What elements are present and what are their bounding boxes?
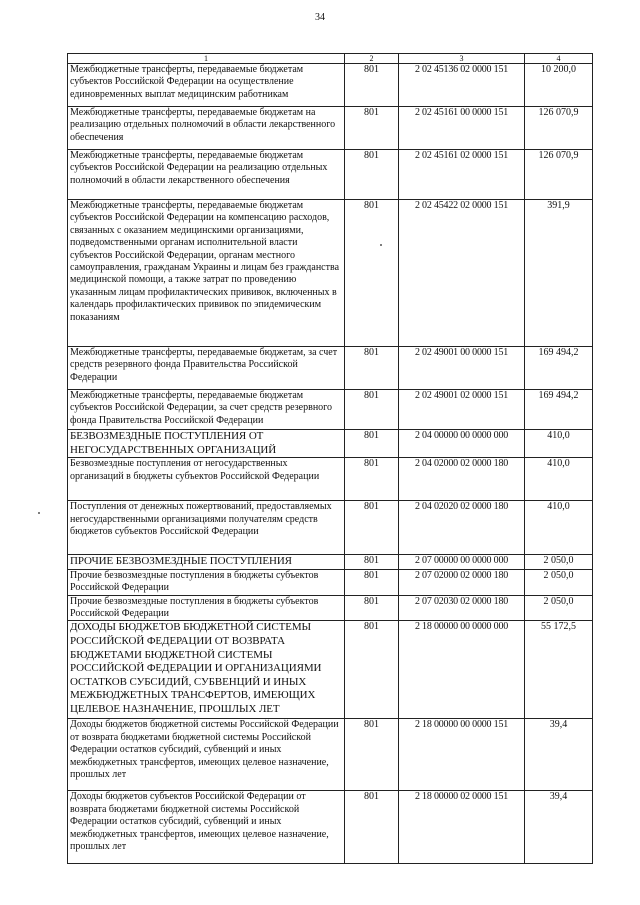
table-row — [68, 390, 593, 430]
table-row — [68, 595, 593, 621]
scan-speck — [38, 512, 40, 514]
row-name: Доходы бюджетов субъектов Российской Федерации от возврата бюджетами бюджетной системы Российской Федерации остатков субсидий, субвенций и иных межбюджетных трансфертов, имеющих целевое назначение, прошлых лет — [68, 791, 345, 864]
row-classification-code: 2 04 00000 00 0000 000 — [399, 430, 525, 458]
row-name: Межбюджетные трансферты, передаваемые бюджетам на реализацию отдельных полномочий в области лекарственного обеспечения — [68, 107, 345, 150]
table-row — [68, 64, 593, 107]
row-admin-code: 801 — [345, 150, 399, 200]
row-admin-code: 801 — [345, 200, 399, 347]
row-amount: 2 050,0 — [525, 555, 593, 570]
row-admin-code: 801 — [345, 347, 399, 390]
header-col-1: 1 — [68, 54, 345, 64]
table-row — [68, 458, 593, 501]
row-classification-code: 2 02 45161 02 0000 151 — [399, 150, 525, 200]
table-row — [68, 347, 593, 390]
row-amount: 410,0 — [525, 458, 593, 501]
row-admin-code: 801 — [345, 390, 399, 430]
row-amount: 39,4 — [525, 719, 593, 791]
row-admin-code: 801 — [345, 501, 399, 555]
row-admin-code: 801 — [345, 107, 399, 150]
row-classification-code: 2 04 02020 02 0000 180 — [399, 501, 525, 555]
table-row — [68, 791, 593, 864]
row-name: Поступления от денежных пожертвований, предоставляемых негосударственными организациями получателям средств бюджетов субъектов Российской Федерации — [68, 501, 345, 555]
row-admin-code: 801 — [345, 64, 399, 107]
row-amount: 391,9 — [525, 200, 593, 347]
row-classification-code: 2 02 45136 02 0000 151 — [399, 64, 525, 107]
table-row — [68, 501, 593, 555]
row-admin-code: 801 — [345, 621, 399, 719]
header-col-3: 3 — [399, 54, 525, 64]
row-amount: 410,0 — [525, 430, 593, 458]
revenue-table — [67, 53, 593, 864]
scan-speck — [380, 244, 382, 246]
row-classification-code: 2 02 49001 02 0000 151 — [399, 390, 525, 430]
row-admin-code: 801 — [345, 791, 399, 864]
row-classification-code: 2 02 45161 00 0000 151 — [399, 107, 525, 150]
row-name: Безвозмездные поступления от негосударственных организаций в бюджеты субъектов Российской Федерации — [68, 458, 345, 501]
row-name: ДОХОДЫ БЮДЖЕТОВ БЮДЖЕТНОЙ СИСТЕМЫ РОССИЙСКОЙ ФЕДЕРАЦИИ ОТ ВОЗВРАТА БЮДЖЕТАМИ БЮДЖЕТНОЙ СИСТЕМЫ РОССИЙСКОЙ ФЕДЕРАЦИИ И ОРГАНИЗАЦИЯМИ ОСТАТКОВ СУБСИДИЙ, СУБВЕНЦИЙ И ИНЫХ МЕЖБЮДЖЕТНЫХ ТРАНСФЕРТОВ, ИМЕЮЩИХ ЦЕЛЕВОЕ НАЗНАЧЕНИЕ, ПРОШЛЫХ ЛЕТ — [68, 621, 345, 719]
table-header-row — [68, 54, 593, 64]
row-amount: 39,4 — [525, 791, 593, 864]
row-admin-code: 801 — [345, 719, 399, 791]
row-name: Межбюджетные трансферты, передаваемые бюджетам субъектов Российской Федерации на реализацию отдельных полномочий в области лекарственного обеспечения — [68, 150, 345, 200]
row-amount: 410,0 — [525, 501, 593, 555]
table-row — [68, 719, 593, 791]
row-classification-code: 2 18 00000 02 0000 151 — [399, 791, 525, 864]
row-classification-code: 2 18 00000 00 0000 151 — [399, 719, 525, 791]
row-classification-code: 2 02 45422 02 0000 151 — [399, 200, 525, 347]
row-amount: 169 494,2 — [525, 390, 593, 430]
row-name: Прочие безвозмездные поступления в бюджеты субъектов Российской Федерации — [68, 569, 345, 595]
row-classification-code: 2 04 02000 02 0000 180 — [399, 458, 525, 501]
row-classification-code: 2 07 02000 02 0000 180 — [399, 569, 525, 595]
row-amount: 126 070,9 — [525, 107, 593, 150]
row-name: ПРОЧИЕ БЕЗВОЗМЕЗДНЫЕ ПОСТУПЛЕНИЯ — [68, 555, 345, 570]
row-name: Доходы бюджетов бюджетной системы Российской Федерации от возврата бюджетами бюджетной системы Российской Федерации остатков субсидий, субвенций и иных межбюджетных трансфертов, имеющих целевое назначение, прошлых лет — [68, 719, 345, 791]
row-amount: 55 172,5 — [525, 621, 593, 719]
row-admin-code: 801 — [345, 555, 399, 570]
row-amount: 2 050,0 — [525, 569, 593, 595]
row-admin-code: 801 — [345, 430, 399, 458]
row-amount: 126 070,9 — [525, 150, 593, 200]
row-amount: 10 200,0 — [525, 64, 593, 107]
row-amount: 169 494,2 — [525, 347, 593, 390]
row-classification-code: 2 07 00000 00 0000 000 — [399, 555, 525, 570]
row-admin-code: 801 — [345, 569, 399, 595]
table-row — [68, 569, 593, 595]
row-classification-code: 2 02 49001 00 0000 151 — [399, 347, 525, 390]
table-row — [68, 150, 593, 200]
row-admin-code: 801 — [345, 458, 399, 501]
header-col-4: 4 — [525, 54, 593, 64]
row-name: Межбюджетные трансферты, передаваемые бюджетам, за счет средств резервного фонда Правительства Российской Федерации — [68, 347, 345, 390]
header-col-2: 2 — [345, 54, 399, 64]
page-number: 34 — [315, 12, 325, 23]
table-row — [68, 621, 593, 719]
table-row — [68, 107, 593, 150]
table-row — [68, 555, 593, 570]
row-name: БЕЗВОЗМЕЗДНЫЕ ПОСТУПЛЕНИЯ ОТ НЕГОСУДАРСТВЕННЫХ ОРГАНИЗАЦИЙ — [68, 430, 345, 458]
row-name: Межбюджетные трансферты, передаваемые бюджетам субъектов Российской Федерации на компенсацию расходов, связанных с оказанием медицинскими организациями, подведомственными органам исполнительной власти субъектов Российской Федерации, органам местного самоуправления, гражданам Украины и лицам без гражданства медицинской помощи, а также затрат по проведению указанным лицам профилактических прививок, включенных в календарь профилактических прививок по эпидемическим показаниям — [68, 200, 345, 347]
row-classification-code: 2 07 02030 02 0000 180 — [399, 595, 525, 621]
row-name: Межбюджетные трансферты, передаваемые бюджетам субъектов Российской Федерации на осуществление единовременных выплат медицинским работникам — [68, 64, 345, 107]
row-amount: 2 050,0 — [525, 595, 593, 621]
row-classification-code: 2 18 00000 00 0000 000 — [399, 621, 525, 719]
table-row — [68, 430, 593, 458]
row-admin-code: 801 — [345, 595, 399, 621]
row-name: Прочие безвозмездные поступления в бюджеты субъектов Российской Федерации — [68, 595, 345, 621]
row-name: Межбюджетные трансферты, передаваемые бюджетам субъектов Российской Федерации, за счет средств резервного фонда Правительства Российской Федерации — [68, 390, 345, 430]
table-row — [68, 200, 593, 347]
